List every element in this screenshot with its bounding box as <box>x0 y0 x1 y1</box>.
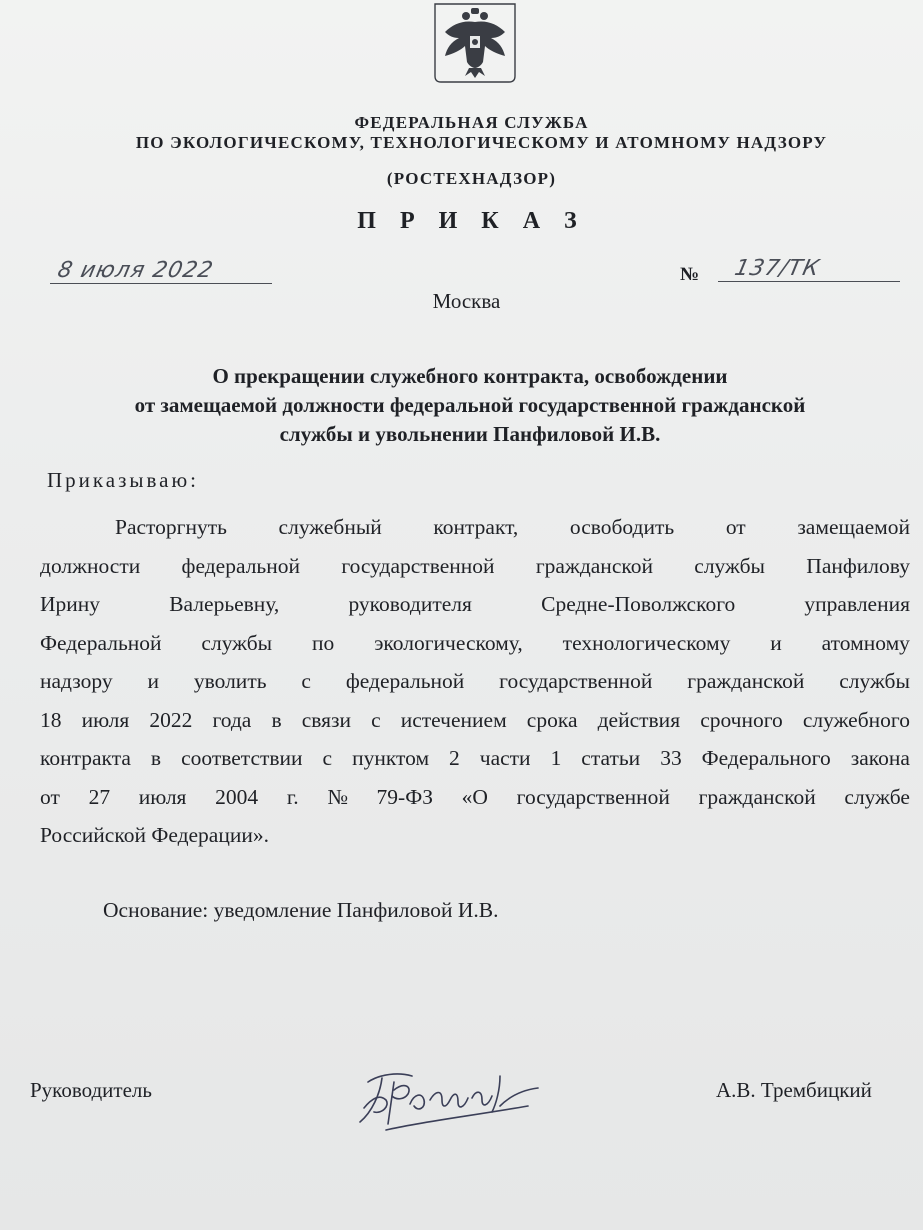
body-word: федеральной <box>181 553 300 578</box>
date-underline <box>50 283 272 284</box>
body-word: гражданской <box>687 669 805 693</box>
body-word: служебный <box>278 515 382 539</box>
body-line <box>40 508 910 547</box>
body-word: Расторгнуть <box>115 515 227 539</box>
coat-of-arms-icon <box>433 2 517 84</box>
body-word: истечением <box>400 707 507 732</box>
body-word: года <box>212 707 252 732</box>
body-word: службы <box>694 553 765 578</box>
body-word: 1 <box>550 746 562 770</box>
signer-role: Руководитель <box>30 1078 152 1102</box>
body-word: июля <box>81 707 130 732</box>
handwritten-order-number: 137/ТК <box>732 256 823 281</box>
body-word: и <box>147 669 159 693</box>
body-word: государственной <box>499 669 653 693</box>
body-line <box>40 816 910 855</box>
body-word: 18 <box>40 707 62 732</box>
body-word: службы <box>201 630 273 655</box>
body-word: замещаемой <box>797 515 910 539</box>
body-line <box>40 585 910 624</box>
body-word: от <box>40 784 60 809</box>
body-word: срока <box>526 707 578 732</box>
body-line <box>40 701 910 740</box>
body-word: г. <box>286 784 299 809</box>
city-name: Москва <box>432 289 501 313</box>
body-word: 2 <box>449 746 460 770</box>
body-word: и <box>770 630 782 655</box>
subject-line: службы и увольнении Панфиловой И.В. <box>279 422 661 446</box>
body-word: в <box>150 746 162 770</box>
body-word: части <box>479 746 531 770</box>
organization-name-line1: ФЕДЕРАЛЬНАЯ СЛУЖБА <box>354 113 589 132</box>
body-word: службы <box>839 669 910 693</box>
body-word: экологическому, <box>374 630 523 655</box>
body-line <box>40 547 910 586</box>
order-keyword: Приказываю: <box>47 468 199 492</box>
body-word: Средне-Поволжского <box>541 592 736 616</box>
body-word: руководителя <box>348 592 472 616</box>
body-word: 33 <box>660 746 682 770</box>
body-word: Российской Федерации». <box>40 823 269 847</box>
body-word: 2022 <box>149 707 193 732</box>
body-word: Панфилову <box>806 553 910 578</box>
body-word: контракта <box>40 746 131 770</box>
body-line <box>40 624 910 663</box>
body-word: 27 <box>88 784 111 809</box>
body-word: срочного <box>700 707 783 732</box>
body-word: государственной <box>341 553 495 578</box>
body-word: атомному <box>821 630 910 655</box>
body-word: управления <box>804 592 910 616</box>
body-word: гражданской <box>535 553 653 578</box>
organization-short-name: (РОСТЕХНАДЗОР) <box>386 169 557 188</box>
body-word: по <box>312 630 335 655</box>
body-word: освободить <box>569 515 675 539</box>
organization-name-line2: ПО ЭКОЛОГИЧЕСКОМУ, ТЕХНОЛОГИЧЕСКОМУ И АТОМНОМУ НАДЗОРУ <box>135 133 828 152</box>
body-word: 2004 <box>215 784 259 809</box>
body-word: гражданской <box>698 784 816 809</box>
body-word: Федеральной <box>40 630 162 655</box>
order-basis: Основание: уведомление Панфиловой И.В. <box>103 898 499 922</box>
number-underline <box>718 281 900 282</box>
body-word: действия <box>597 707 681 732</box>
body-word: от <box>725 515 746 539</box>
body-word: связи <box>301 707 351 732</box>
body-word: надзору <box>40 669 113 693</box>
body-line <box>40 662 910 701</box>
body-word: федеральной <box>345 669 465 693</box>
body-word: Федерального <box>701 746 831 770</box>
body-word: статьи <box>581 746 641 770</box>
body-word: закона <box>850 746 910 770</box>
body-word: Ирину <box>40 592 101 616</box>
body-word: июля <box>138 784 187 809</box>
body-line <box>40 739 910 778</box>
subject-line: О прекращении служебного контракта, освобождении <box>212 364 728 388</box>
body-word: 79-ФЗ <box>376 784 433 809</box>
body-word: с <box>371 707 381 732</box>
order-body <box>40 508 910 855</box>
body-word: уволить <box>193 669 267 693</box>
body-word: служебного <box>802 707 910 732</box>
body-word: контракт, <box>433 515 519 539</box>
body-word: с <box>322 746 333 770</box>
body-word: в <box>271 707 282 732</box>
body-word: службе <box>844 784 910 809</box>
body-word: пунктом <box>352 746 430 770</box>
body-word: соответствии <box>181 746 303 770</box>
body-word: технологическому <box>562 630 731 655</box>
body-word: № <box>327 784 348 809</box>
body-word: Валерьевну, <box>169 592 280 616</box>
body-word: должности <box>40 553 141 578</box>
order-subject <box>40 362 900 449</box>
number-sign: № <box>680 264 700 285</box>
signer-name: А.В. Трембицкий <box>716 1078 872 1102</box>
handwritten-signature-icon <box>350 1060 550 1140</box>
body-word: «О <box>461 784 488 809</box>
body-word: с <box>301 669 311 693</box>
subject-line: от замещаемой должности федеральной государственной гражданской <box>134 393 806 417</box>
document-type-title: П Р И К А З <box>357 208 586 234</box>
body-line <box>40 778 910 817</box>
body-word: государственной <box>516 784 670 809</box>
handwritten-date: 8 июля 2022 <box>55 258 216 283</box>
